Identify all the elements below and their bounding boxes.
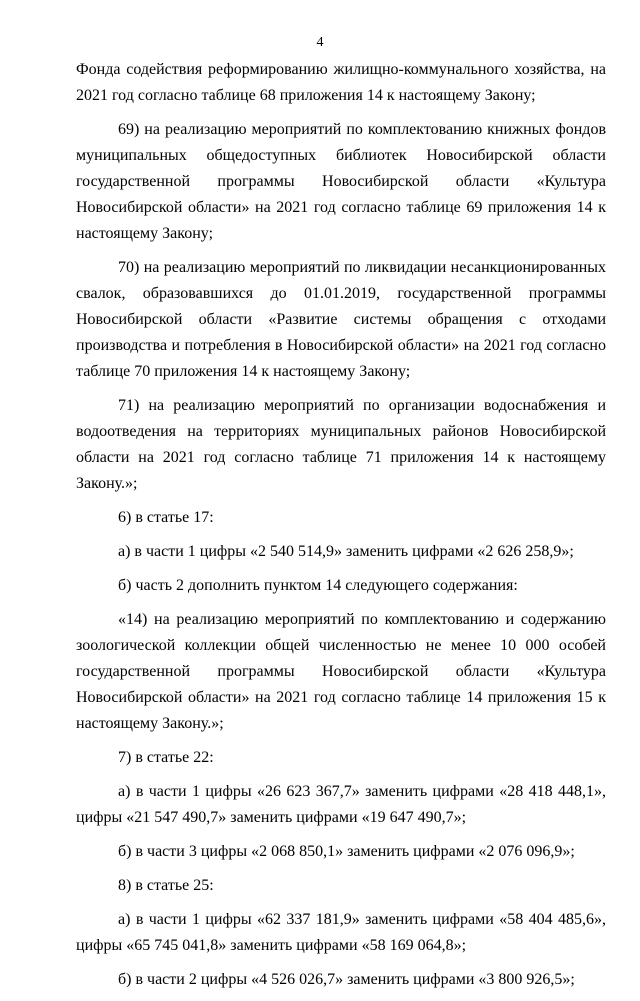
paragraph: б) часть 2 дополнить пунктом 14 следующего содержания: [118,577,518,594]
paragraph: 71) на реализацию мероприятий по организации водоснабжения и водоотведения на территориях муниципальных районов Новосибирской области на 2021 год согласно таблице 71 приложения 14 к настоящему Закону.»; [76,397,606,492]
paragraph: 69) на реализацию мероприятий по комплектованию книжных фондов муниципальных общедоступных библиотек Новосибирской области государственной программы Новосибирской области «Культура Новосибирской области» на 2021 год согласно таблице 69 приложения 14 к настоящему Закону; [76,121,606,242]
paragraph: 7) в статье 22: [118,749,214,766]
paragraph: а) в части 1 цифры «2 540 514,9» заменить цифрами «2 626 258,9»; [118,543,574,560]
paragraph: «14) на реализацию мероприятий по комплектованию и содержанию зоологической коллекции общей численностью не менее 10 000 особей государственной программы Новосибирской области «Культура Новосибирской области» на 2021 год согласно таблице 14 приложения 15 к настоящему Закону.»; [76,611,606,732]
paragraph: б) в части 3 цифры «2 068 850,1» заменить цифрами «2 076 096,9»; [118,843,575,860]
document-body [76,57,606,1001]
paragraph: 70) на реализацию мероприятий по ликвидации несанкционированных свалок, образовавшихся до 01.01.2019, государственной программы Новосибирской области «Развитие системы обращения с отходами производства и потребления в Новосибирской области» на 2021 год согласно таблице 70 приложения 14 к настоящему Закону; [76,259,606,380]
paragraph: 8) в статье 25: [118,877,214,894]
paragraph: Фонда содействия реформированию жилищно-коммунального хозяйства, на 2021 год согласно таблице 68 приложения 14 к настоящему Закону; [76,61,606,104]
paragraph: а) в части 1 цифры «26 623 367,7» заменить цифрами «28 418 448,1», цифры «21 547 490,7» заменить цифрами «19 647 490,7»; [76,783,606,826]
page-number: 4 [316,35,324,50]
paragraph: 6) в статье 17: [118,509,214,526]
paragraph: а) в части 1 цифры «62 337 181,9» заменить цифрами «58 404 485,6», цифры «65 745 041,8» заменить цифрами «58 169 064,8»; [76,911,606,954]
paragraph: б) в части 2 цифры «4 526 026,7» заменить цифрами «3 800 926,5»; [118,971,575,988]
